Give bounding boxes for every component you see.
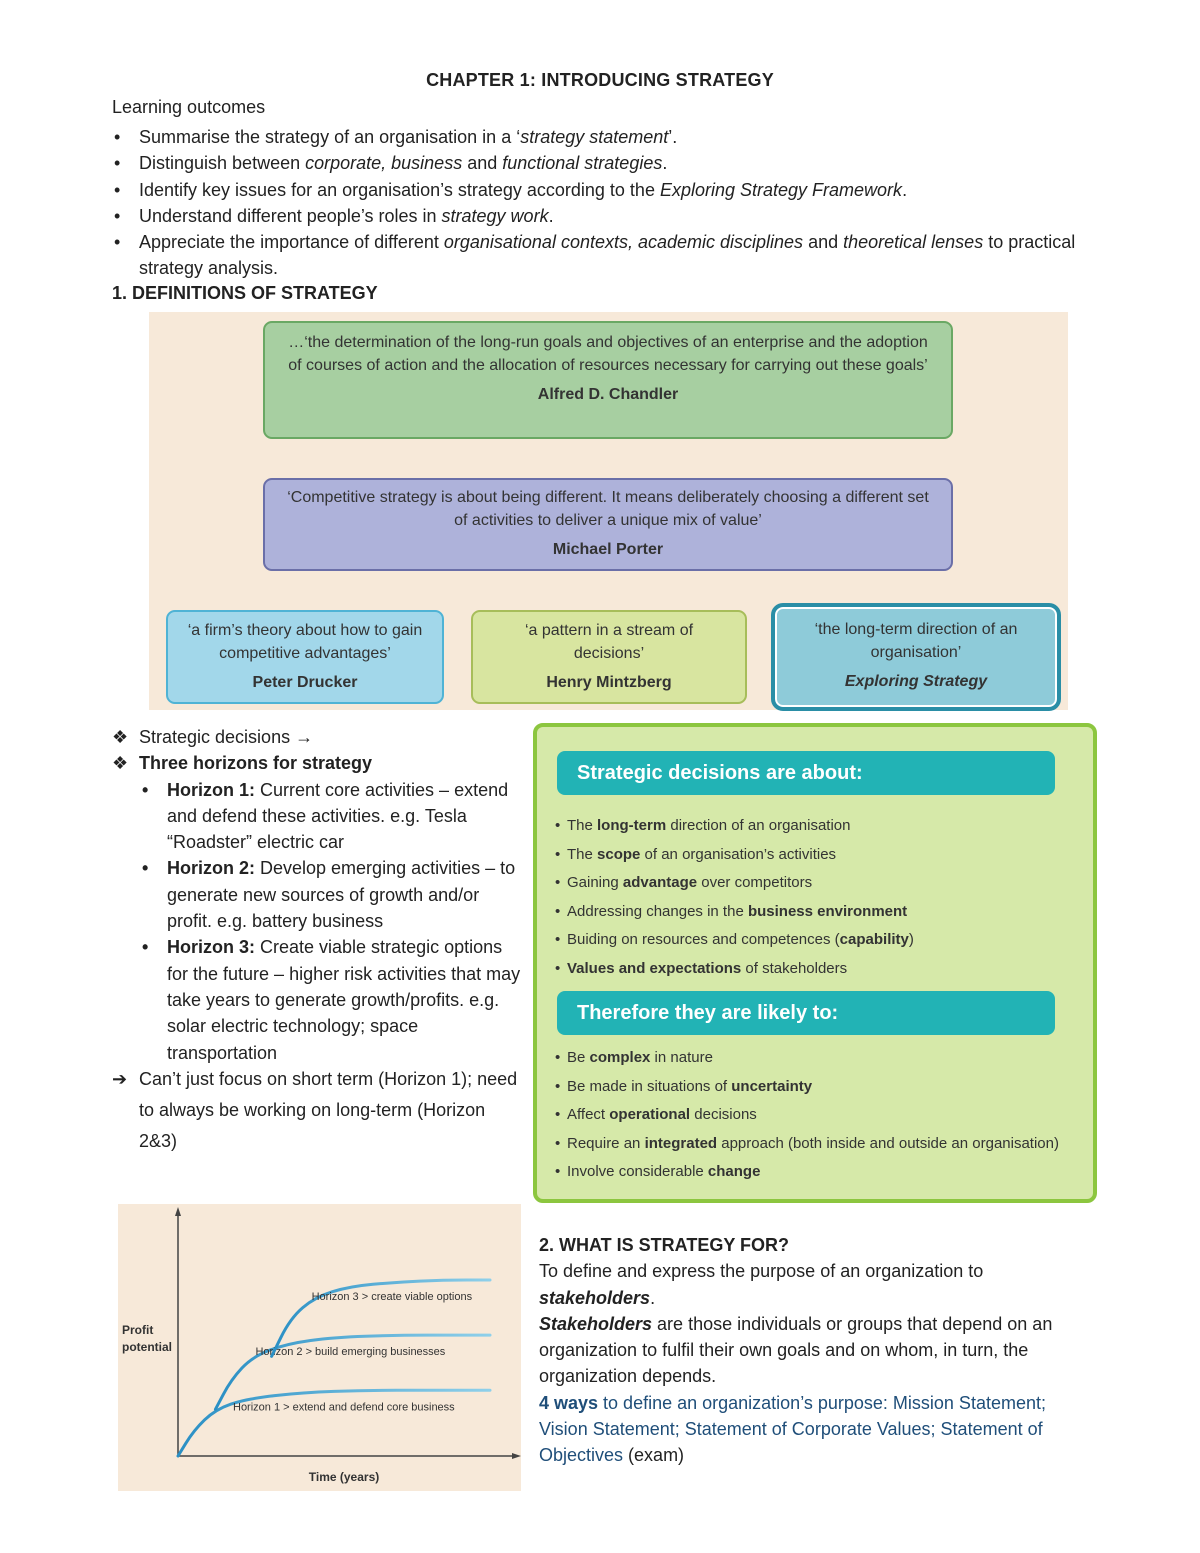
section2-paragraph-2: Stakeholders are those individuals or groups that depend on an organization to fulfil their own goals and on whom, in turn, the organization depends.: [539, 1313, 1053, 1387]
three-horizons-bullet: ❖ Three horizons for strategy: [112, 750, 522, 776]
horizons-chart-svg: [118, 1204, 521, 1491]
likely-to-title: Therefore they are likely to:: [557, 991, 1055, 1035]
list-item: • Require an integrated approach (both inside and outside an organisation): [555, 1130, 1059, 1159]
definitions-panel: [149, 312, 1068, 710]
strategic-decisions-title: Strategic decisions are about:: [557, 751, 1055, 795]
quote-chandler: [263, 321, 953, 439]
list-item: • Affect operational decisions: [555, 1101, 1059, 1130]
section1-heading: 1. DEFINITIONS OF STRATEGY: [112, 283, 378, 303]
page-title: CHAPTER 1: INTRODUCING STRATEGY: [426, 70, 774, 90]
horizon-1-label: Horizon 1 > extend and defend core business: [233, 1401, 455, 1414]
likely-to-list: [555, 1044, 1059, 1187]
diamond-bullet-icon: ❖: [112, 753, 129, 774]
list-item: • Be complex in nature: [555, 1044, 1059, 1073]
horizon-2-label: Horizon 2 > build emerging businesses: [255, 1346, 446, 1359]
horizon-2-item: • Horizon 2: Develop emerging activities – to generate new sources of growth and/or profit. e.g. battery business: [112, 855, 522, 934]
section2-heading: 2. WHAT IS STRATEGY FOR?: [539, 1235, 790, 1255]
list-item: • Buiding on resources and competences (capability): [555, 926, 914, 955]
horizons-chart: [118, 1204, 521, 1491]
list-item: • Values and expectations of stakeholders: [555, 955, 914, 984]
quote-mintzberg: [471, 610, 747, 704]
horizon-3-label: Horizon 3 > create viable options: [311, 1291, 473, 1304]
x-axis-label: Time (years): [308, 1470, 380, 1484]
arrow-right-icon: ➔: [112, 1068, 128, 1089]
quote-exploring-strategy: [771, 603, 1061, 711]
section2-paragraph-1: To define and express the purpose of an organization to stakeholders.: [539, 1261, 984, 1308]
horizons-conclusion: ➔ Can’t just focus on short term (Horizon 1); need to always be working on long-term (Horizon 2&3): [112, 1064, 522, 1157]
y-axis-label-line1: Profit: [122, 1323, 154, 1337]
list-item: • The long-term direction of an organisation: [555, 812, 914, 841]
quote-drucker: [166, 610, 444, 704]
learning-outcome-item: • Identify key issues for an organisation’s strategy according to the Exploring Strategy Framework.: [112, 177, 1092, 203]
quote-author: Peter Drucker: [252, 674, 358, 691]
quote-author: Michael Porter: [552, 541, 664, 558]
horizon-1-curve: [178, 1390, 490, 1456]
quote-text: ‘Competitive strategy is about being different. It means deliberately choosing a different set of activities to deliver a unique mix of value’: [287, 489, 929, 529]
y-axis-arrow-icon: [175, 1207, 181, 1216]
x-axis-arrow-icon: [512, 1453, 521, 1459]
list-item: • Involve considerable change: [555, 1158, 1059, 1187]
learning-outcome-item: • Understand different people’s roles in strategy work.: [112, 203, 1092, 229]
quote-author: Henry Mintzberg: [546, 674, 672, 691]
y-axis-label-line2: potential: [122, 1340, 172, 1354]
strategic-decisions-bullet: ❖ Strategic decisions →: [112, 724, 522, 750]
quote-porter: [263, 478, 953, 571]
list-item: • Be made in situations of uncertainty: [555, 1073, 1059, 1102]
learning-outcomes-list: [112, 124, 1092, 282]
quote-text: …‘the determination of the long-run goals and objectives of an enterprise and the adoption of courses of action and the allocation of resources necessary for carrying out these goals’: [288, 334, 928, 374]
horizons-notes: [112, 724, 522, 1157]
strategic-decisions-box: [533, 723, 1097, 1203]
learning-outcome-item: • Summarise the strategy of an organisation in a ‘strategy statement’.: [112, 124, 1092, 150]
list-item: • Gaining advantage over competitors: [555, 869, 914, 898]
strategic-decisions-list: [555, 812, 914, 983]
quote-author: Alfred D. Chandler: [537, 386, 679, 403]
horizon-3-item: • Horizon 3: Create viable strategic options for the future – higher risk activities that may take years to generate growth/profits. e.g. solar electric technology; space transportation: [112, 934, 522, 1065]
horizon-1-item: • Horizon 1: Current core activities – extend and defend these activities. e.g. Tesla “Roadster” electric car: [112, 777, 522, 856]
section2-paragraph-3: 4 ways to define an organization’s purpose: Mission Statement; Vision Statement; Statement of Corporate Values; Statement of Objectives (exam): [539, 1392, 1046, 1466]
quote-text: ‘a firm’s theory about how to gain competitive advantages’: [187, 622, 423, 662]
list-item: • Addressing changes in the business environment: [555, 898, 914, 927]
list-item: • The scope of an organisation’s activities: [555, 841, 914, 870]
learning-outcome-item: • Appreciate the importance of different organisational contexts, academic disciplines and theoretical lenses to practical strategy analysis.: [112, 229, 1092, 282]
learning-outcome-item: • Distinguish between corporate, business and functional strategies.: [112, 150, 1092, 176]
quote-author: Exploring Strategy: [844, 673, 988, 690]
section2: [539, 1232, 1099, 1469]
learning-outcomes-heading: Learning outcomes: [112, 97, 266, 117]
quote-text: ‘a pattern in a stream of decisions’: [524, 622, 694, 662]
quote-text: ‘the long-term direction of an organisation’: [814, 621, 1018, 661]
diamond-bullet-icon: ❖: [112, 727, 129, 747]
